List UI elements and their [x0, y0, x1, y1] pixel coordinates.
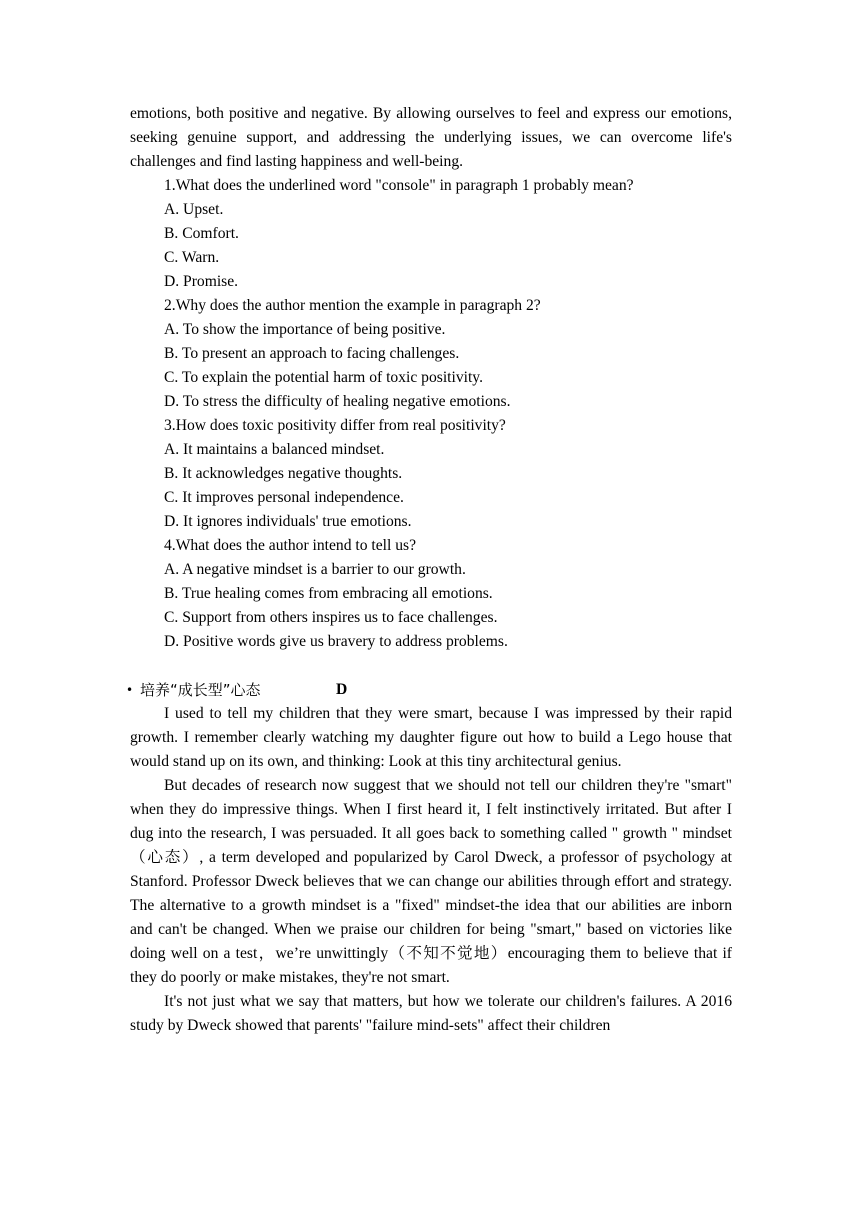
section-heading [126, 678, 732, 702]
option-c: C. Warn. [164, 249, 220, 266]
question-stem: 3.How does toxic positivity differ from real positivity? [164, 417, 506, 434]
question-stem: 4.What does the author intend to tell us? [164, 537, 417, 554]
passage-paragraph-2: But decades of research now suggest that we should not tell our children they're "smart" when they do impressive things. When I first heard it, I felt instinctively irritated. But after I dug into the research, I was persuaded. It all goes back to something called " growth " mindset （心态）, a term developed and popularized by Carol Dweck, a professor of psychology at Stanford. Professor Dweck believes that we can change our abilities through effort and strategy. The alternative to a growth mindset is a "fixed" mindset-the idea that our abilities are inborn and can't be changed. When we praise our children for being "smart," based on victories like doing well on a test，we’re unwittingly（不知不觉地）encouraging them to believe that if they do poorly or make mistakes, they're not smart. [130, 777, 732, 986]
passage-paragraph-1: I used to tell my children that they were smart, because I was impressed by their rapid growth. I remember clearly watching my daughter figure out how to build a Lego house that would stand up on its own, and thinking: Look at this tiny architectural genius. [130, 705, 732, 770]
option-b: B. Comfort. [164, 225, 239, 242]
option-d: D. Positive words give us bravery to address problems. [164, 633, 508, 650]
section-letter: D [336, 681, 348, 698]
question-stem: 1.What does the underlined word "console" in paragraph 1 probably mean? [164, 177, 634, 194]
option-c: C. To explain the potential harm of toxic positivity. [164, 369, 483, 386]
question-block [130, 174, 732, 654]
option-a: A. A negative mindset is a barrier to our growth. [164, 561, 466, 578]
option-a: A. To show the importance of being positive. [164, 321, 446, 338]
question-stem: 2.Why does the author mention the example in paragraph 2? [164, 297, 541, 314]
option-b: B. To present an approach to facing challenges. [164, 345, 460, 362]
option-c: C. It improves personal independence. [164, 489, 404, 506]
question-3 [130, 414, 732, 534]
continuation-paragraph: emotions, both positive and negative. By allowing ourselves to feel and express our emotions, seeking genuine support, and addressing the underlying issues, we can overcome life's challenges and find lasting happiness and well-being. [130, 105, 732, 170]
option-b: B. It acknowledges negative thoughts. [164, 465, 403, 482]
option-a: A. Upset. [164, 201, 224, 218]
option-c: C. Support from others inspires us to face challenges. [164, 609, 498, 626]
option-d: D. It ignores individuals' true emotions. [164, 513, 412, 530]
option-d: D. Promise. [164, 273, 239, 290]
question-2 [130, 294, 732, 414]
option-b: B. True healing comes from embracing all emotions. [164, 585, 493, 602]
passage-paragraph-3: It's not just what we say that matters, but how we tolerate our children's failures. A 2016 study by Dweck showed that parents' "failure mind-sets" affect their children [130, 993, 732, 1034]
document-page [126, 102, 732, 1038]
bullet-icon: • [126, 683, 134, 697]
section-label: 培养“成长型”心态 [140, 681, 261, 699]
question-1 [130, 174, 732, 294]
spacer [130, 654, 732, 678]
option-a: A. It maintains a balanced mindset. [164, 441, 385, 458]
option-d: D. To stress the difficulty of healing negative emotions. [164, 393, 511, 410]
question-4 [130, 534, 732, 654]
